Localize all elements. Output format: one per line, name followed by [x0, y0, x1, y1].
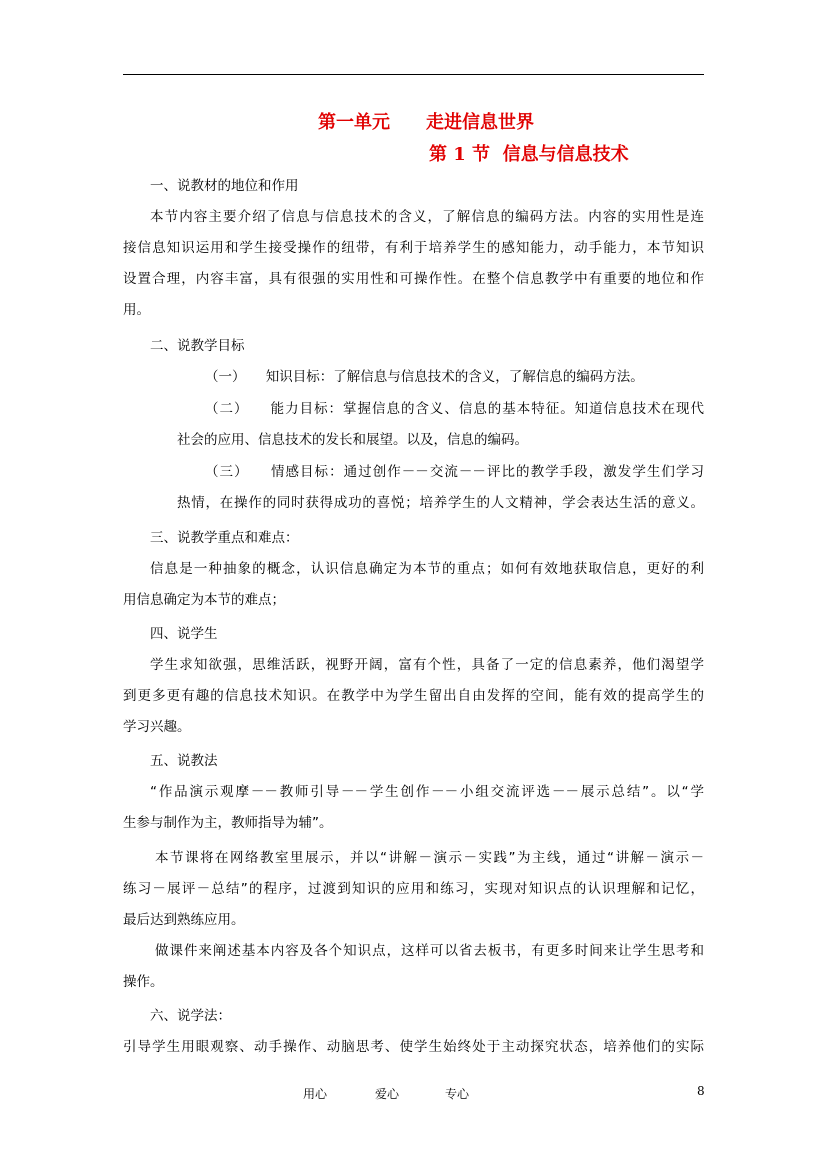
- section-title: 第 1 节 信息与信息技术: [429, 144, 629, 165]
- paragraph-line: 做课件来阐述基本内容及各个知识点，这样可以省去板书，有更多时间来让学生思考和: [155, 943, 704, 959]
- paragraph-line: 学生求知欲强，思维活跃，视野开阔，富有个性，具备了一定的信息素养，他们渴望学: [150, 657, 704, 673]
- objective-knowledge: （一） 知识目标：了解信息与信息技术的含义，了解信息的编码方法。: [205, 369, 644, 385]
- footer-motto-2: 爱心: [375, 1087, 400, 1101]
- heading-2: 二、说教学目标: [150, 338, 245, 354]
- paragraph-line: 练习－展评－总结”的程序，过渡到知识的应用和练习，实现对知识点的认识理解和记忆，: [123, 881, 704, 897]
- paragraph-line: 本节课将在网络教室里展示，并以“讲解－演示－实践”为主线，通过“讲解－演示－: [155, 850, 704, 866]
- paragraph-line: 用。: [123, 302, 150, 318]
- header-rule: [123, 74, 704, 75]
- paragraph-line: 本节内容主要介绍了信息与信息技术的含义，了解信息的编码方法。内容的实用性是连: [150, 209, 704, 225]
- heading-3: 三、说教学重点和难点：: [150, 530, 299, 546]
- objective-ability: （二） 能力目标：掌握信息的含义、信息的基本特征。知道信息技术在现代: [205, 401, 704, 417]
- paragraph-line: 引导学生用眼观察、动手操作、动脑思考、使学生始终处于主动探究状态，培养他们的实际: [123, 1039, 704, 1055]
- heading-6: 六、说学法：: [150, 1008, 231, 1024]
- objective-emotion: （三） 情感目标：通过创作－－交流－－评比的教学手段，激发学生们学习: [205, 464, 704, 480]
- objective-ability-cont: 社会的应用、信息技术的发长和展望。以及，信息的编码。: [177, 432, 528, 448]
- paragraph-line: 学习兴趣。: [123, 719, 191, 735]
- paragraph-line: 信息是一种抽象的概念，认识信息确定为本节的重点；如何有效地获取信息，更好的利: [150, 561, 704, 577]
- paragraph-line: 用信息确定为本节的难点；: [123, 592, 285, 608]
- unit-title: 第一单元 走进信息世界: [318, 112, 534, 133]
- paragraph-line: 接信息知识运用和学生接受操作的纽带，有利于培养学生的感知能力，动手能力，本节知识: [123, 240, 704, 256]
- objective-emotion-cont: 热情，在操作的同时获得成功的喜悦；培养学生的人文精神，学会表达生活的意义。: [177, 495, 704, 511]
- heading-5: 五、说教法: [150, 753, 218, 769]
- paragraph-line: 到更多更有趣的信息技术知识。在教学中为学生留出自由发挥的空间，能有效的提高学生的: [123, 688, 704, 704]
- paragraph-line: “作品演示观摩－－教师引导－－学生创作－－小组交流评选－－展示总结”。以“学: [150, 784, 704, 800]
- heading-1: 一、说教材的地位和作用: [150, 178, 299, 194]
- heading-4: 四、说学生: [150, 626, 218, 642]
- paragraph-line: 设置合理，内容丰富，具有很强的实用性和可操作性。在整个信息教学中有重要的地位和作: [123, 271, 704, 287]
- paragraph-line: 最后达到熟练应用。: [123, 912, 245, 928]
- page-number: 8: [697, 1084, 705, 1098]
- paragraph-line: 生参与制作为主，教师指导为辅”。: [123, 815, 333, 831]
- paragraph-line: 操作。: [123, 974, 164, 990]
- footer-motto-3: 专心: [445, 1087, 470, 1101]
- footer-motto-1: 用心: [303, 1087, 328, 1101]
